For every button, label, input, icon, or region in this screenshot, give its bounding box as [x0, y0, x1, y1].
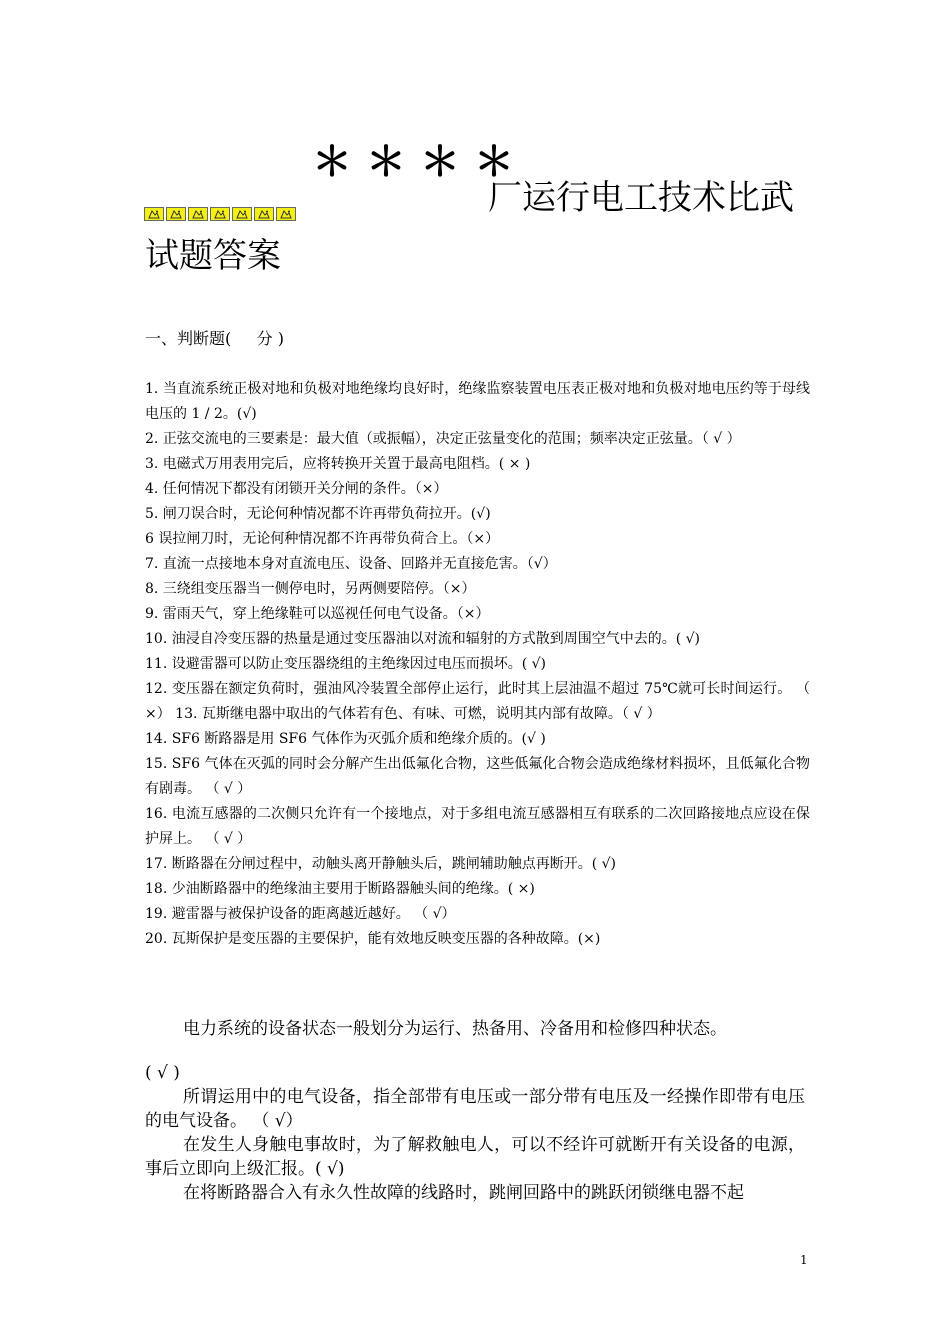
question-item: 12. 变压器在额定负荷时，强油风冷装置全部停止运行，此时其上层油温不超过 75℃就可长时间运行。 （ ×） 13. 瓦斯继电器中取出的气体若有色、有味、可燃，说明其内部有故障。（ √ ）	[145, 681, 810, 722]
paragraph: 在发生人身触电事故时，为了解救触电人，可以不经许可就断开有关设备的电源，事后立即向上级汇报。( √)	[145, 1135, 805, 1179]
question-list	[145, 377, 810, 952]
picture-icon-strip	[144, 207, 296, 221]
picture-icon	[188, 207, 208, 221]
title-stars: ＊＊＊＊	[312, 138, 528, 185]
question-item: 17. 断路器在分闸过程中，动触头离开静触头后，跳闸辅助触点再断开。( √)	[145, 856, 617, 872]
paragraph-answer: ( √ )	[145, 1063, 180, 1083]
section-heading-true-false: 一、判断题( 分 )	[145, 329, 285, 348]
question-item: 4. 任何情况下都没有闭锁开关分闸的条件。（×）	[145, 481, 448, 497]
question-item: 16. 电流互感器的二次侧只允许有一个接地点，对于多组电流互感器相互有联系的二次回路接地点应设在保护屏上。 （ √ ）	[145, 806, 810, 847]
question-item: 15. SF6 气体在灭弧的同时会分解产生出低氟化合物，这些低氟化合物会造成绝缘材料损坏，且低氟化合物有剧毒。 （ √ ）	[145, 756, 810, 797]
picture-icon	[276, 207, 296, 221]
question-item: 2. 正弦交流电的三要素是：最大值（或振幅），决定正弦量变化的范围；频率决定正弦量。（ √ ）	[145, 431, 741, 447]
question-item: 11. 设避雷器可以防止变压器绕组的主绝缘因过电压而损坏。( √)	[145, 656, 547, 672]
question-item: 10. 油浸自冷变压器的热量是通过变压器油以对流和辐射的方式散到周围空气中去的。( √)	[145, 631, 701, 647]
question-item: 20. 瓦斯保护是变压器的主要保护，能有效地反映变压器的各种故障。(×)	[145, 931, 601, 947]
question-item: 9. 雷雨天气，穿上绝缘鞋可以巡视任何电气设备。（×）	[145, 606, 490, 622]
question-item: 8. 三绕组变压器当一侧停电时，另两侧要陪停。（×）	[145, 581, 476, 597]
picture-icon	[166, 207, 186, 221]
paragraph: 电力系统的设备状态一般划分为运行、热备用、冷备用和检修四种状态。	[183, 1019, 727, 1039]
picture-icon	[232, 207, 252, 221]
question-item: 3. 电磁式万用表用完后，应将转换开关置于最高电阻档。( × )	[145, 456, 531, 472]
paragraph: 所谓运用中的电气设备，指全部带有电压或一部分带有电压及一经操作即带有电压的电气设备。 （ √）	[145, 1087, 805, 1131]
question-item: 7. 直流一点接地本身对直流电压、设备、回路并无直接危害。（√）	[145, 556, 557, 572]
question-item: 18. 少油断路器中的绝缘油主要用于断路器触头间的绝缘。( ×)	[145, 881, 535, 897]
picture-icon	[144, 207, 164, 221]
picture-icon	[254, 207, 274, 221]
paragraph: 在将断路器合入有永久性故障的线路时，跳闸回路中的跳跃闭锁继电器不起	[183, 1183, 744, 1203]
question-item: 5. 闸刀误合时，无论何种情况都不许再带负荷拉开。(√)	[145, 506, 491, 522]
question-item: 14. SF6 断路器是用 SF6 气体作为灭弧介质和绝缘介质的。(√ )	[145, 731, 546, 747]
question-item: 1. 当直流系统正极对地和负极对地绝缘均良好时，绝缘监察装置电压表正极对地和负极对地电压约等于母线电压的 1 / 2。(√)	[145, 381, 810, 422]
question-item: 6 误拉闸刀时，无论何种情况都不许再带负荷合上。（×）	[145, 531, 500, 547]
picture-icon	[210, 207, 230, 221]
document-title-line2: 试题答案	[145, 236, 281, 276]
document-title-line1: 厂运行电工技术比武	[488, 178, 794, 218]
question-item: 19. 避雷器与被保护设备的距离越近越好。 （ √）	[145, 906, 456, 922]
page-number: 1	[800, 1253, 808, 1267]
paragraph-block	[145, 1017, 805, 1205]
